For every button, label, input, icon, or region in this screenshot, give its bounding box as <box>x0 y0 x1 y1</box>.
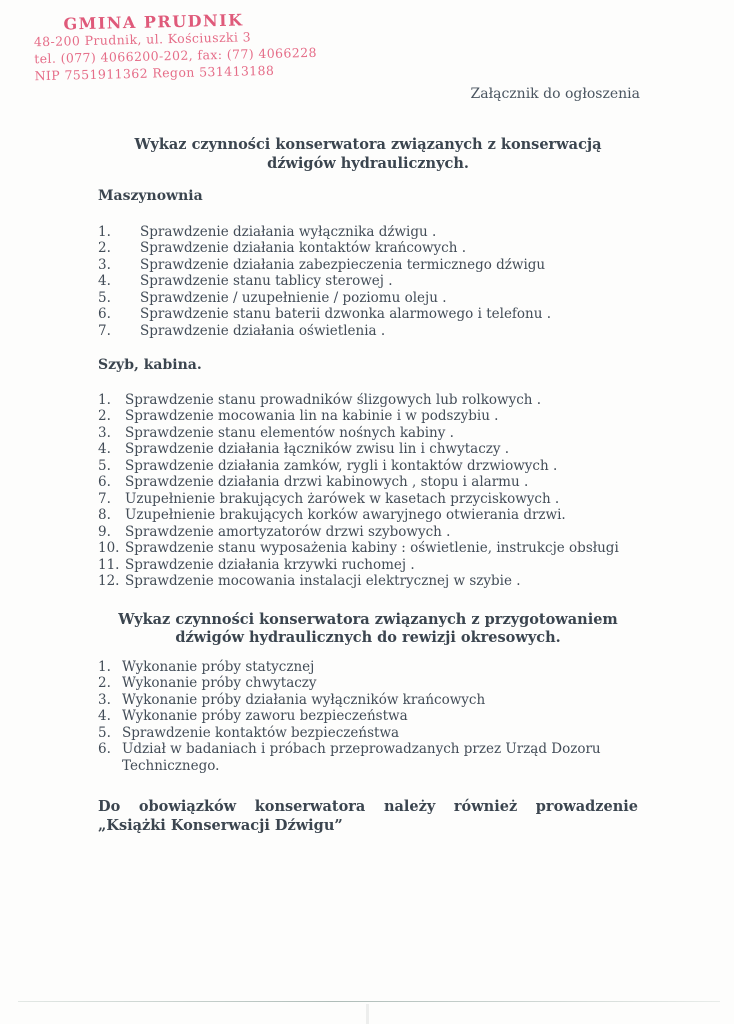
list-item-text: Sprawdzenie kontaktów bezpieczeństwa <box>122 724 400 741</box>
list-item-text: Sprawdzenie działania zabezpieczenia termicznego dźwigu <box>140 256 546 273</box>
list-item <box>98 675 638 692</box>
list-item-text: Sprawdzenie stanu baterii dzwonka alarmowego i telefonu . <box>140 306 552 322</box>
list-item <box>98 692 638 709</box>
scan-smudge-artifact <box>366 1004 369 1024</box>
list-item <box>98 257 638 274</box>
list-item-text: Uzupełnienie brakujących korków awaryjnego otwierania drzwi. <box>125 507 566 523</box>
list-item-number: 10. <box>98 540 120 556</box>
list-item-number: 6. <box>98 306 111 322</box>
list-item-number: 6. <box>98 474 111 490</box>
list-item-number: 1. <box>98 658 111 675</box>
list-item-text: Sprawdzenie działania drzwi kabinowych , stopu i alarmu . <box>125 474 529 490</box>
closing-note: Do obowiązków konserwatora należy również prowadzenie „Książki Konserwacji Dźwigu” <box>98 798 638 834</box>
list-item-text: Wykonanie próby działania wyłączników krańcowych <box>122 691 486 708</box>
rewizje-list <box>98 659 638 775</box>
list-item <box>98 507 638 524</box>
list-item-number: 4. <box>98 708 111 724</box>
list-item <box>98 659 638 676</box>
list-item-number: 3. <box>98 691 111 708</box>
list-item-number: 1. <box>98 223 111 240</box>
list-item <box>98 540 638 557</box>
attachment-label: Załącznik do ogłoszenia <box>470 86 640 102</box>
list-item <box>98 441 638 458</box>
list-item-text: Sprawdzenie stanu wyposażenia kabiny : oświetlenie, instrukcje obsługi <box>125 540 619 556</box>
list-item-text: Wykonanie próby chwytaczy <box>122 675 317 691</box>
list-item <box>98 290 638 307</box>
list-item-number: 8. <box>98 507 111 523</box>
section2-title: Wykaz czynności konserwatora związanych z przygotowaniem dźwigów hydraulicznych do rewizji okresowych. <box>118 610 618 646</box>
list-item <box>98 392 638 409</box>
stamp-address: 48-200 Prudnik, ul. Kościuszki 3 <box>33 29 252 50</box>
list-item <box>98 524 638 541</box>
list-item-number: 12. <box>98 573 120 589</box>
list-item-number: 7. <box>98 322 111 339</box>
list-item-number: 3. <box>98 256 111 273</box>
list-item <box>98 573 638 590</box>
scan-page-edge-line <box>18 1001 720 1002</box>
list-item <box>98 557 638 574</box>
list-item <box>98 240 638 257</box>
list-item-text: Sprawdzenie stanu tablicy sterowej . <box>140 273 393 289</box>
list-item-number: 5. <box>98 457 111 474</box>
list-item <box>98 708 638 725</box>
list-item-text: Wykonanie próby zaworu bezpieczeństwa <box>122 708 408 724</box>
list-item-text: Sprawdzenie stanu elementów nośnych kabiny . <box>125 424 454 441</box>
list-item-text: Sprawdzenie / uzupełnienie / poziomu oleju . <box>140 289 447 306</box>
list-item-text: Sprawdzenie działania kontaktów krańcowych . <box>140 240 467 256</box>
list-item-number: 5. <box>98 289 111 306</box>
maszynownia-list <box>98 224 638 340</box>
list-item <box>98 425 638 442</box>
heading-szyb-kabina: Szyb, kabina. <box>98 357 202 373</box>
list-item <box>98 474 638 491</box>
list-item <box>98 458 638 475</box>
list-item-text: Sprawdzenie stanu prowadników ślizgowych lub rolkowych . <box>125 391 542 408</box>
list-item-number: 2. <box>98 240 111 256</box>
list-item-text: Sprawdzenie amortyzatorów drzwi szybowych . <box>125 523 451 540</box>
list-item <box>98 725 638 742</box>
list-item-text: Wykonanie próby statycznej <box>122 658 315 675</box>
list-item-text: Uzupełnienie brakujących żarówek w kasetach przyciskowych . <box>125 490 560 507</box>
szyb-kabina-list <box>98 392 638 590</box>
list-item <box>98 323 638 340</box>
list-item-number: 3. <box>98 424 111 441</box>
list-item-number: 2. <box>98 408 111 424</box>
list-item <box>98 491 638 508</box>
list-item-number: 6. <box>98 741 111 757</box>
list-item <box>98 306 638 323</box>
list-item-text: Sprawdzenie mocowania instalacji elektrycznej w szybie . <box>125 573 521 589</box>
list-item-number: 4. <box>98 273 111 289</box>
list-item-text: Sprawdzenie działania łączników zwisu lin i chwytaczy . <box>125 441 510 457</box>
list-item <box>98 741 638 774</box>
list-item-number: 11. <box>98 556 120 573</box>
document-body <box>98 136 638 835</box>
stamp-municipality-name: GMINA PRUDNIK <box>63 10 244 34</box>
list-item <box>98 224 638 241</box>
list-item-number: 7. <box>98 490 111 507</box>
list-item-text: Sprawdzenie działania oświetlenia . <box>140 322 386 339</box>
list-item-number: 1. <box>98 391 111 408</box>
list-item-text: Sprawdzenie mocowania lin na kabinie i w podszybiu . <box>125 408 499 424</box>
municipality-stamp <box>33 10 317 84</box>
section1-title: Wykaz czynności konserwatora związanych z konserwacją dźwigów hydraulicznych. <box>134 136 602 172</box>
list-item-number: 5. <box>98 724 111 741</box>
list-item <box>98 408 638 425</box>
list-item-number: 9. <box>98 523 111 540</box>
list-item-text: Sprawdzenie działania krzywki ruchomej . <box>125 556 415 573</box>
list-item-text: Sprawdzenie działania zamków, rygli i kontaktów drzwiowych . <box>125 457 558 474</box>
list-item <box>98 273 638 290</box>
list-item-number: 4. <box>98 441 111 457</box>
list-item-text: Sprawdzenie działania wyłącznika dźwigu . <box>140 223 437 240</box>
list-item-text: Udział w badaniach i próbach przeprowadzanych przez Urząd Dozoru Technicznego. <box>122 741 601 774</box>
list-item-number: 2. <box>98 675 111 691</box>
stamp-phone-fax: tel. (077) 4066200-202, fax: (77) 4066228 <box>34 44 317 67</box>
heading-maszynownia: Maszynownia <box>98 188 203 204</box>
stamp-nip-regon: NIP 7551911362 Regon 531413188 <box>34 62 275 84</box>
